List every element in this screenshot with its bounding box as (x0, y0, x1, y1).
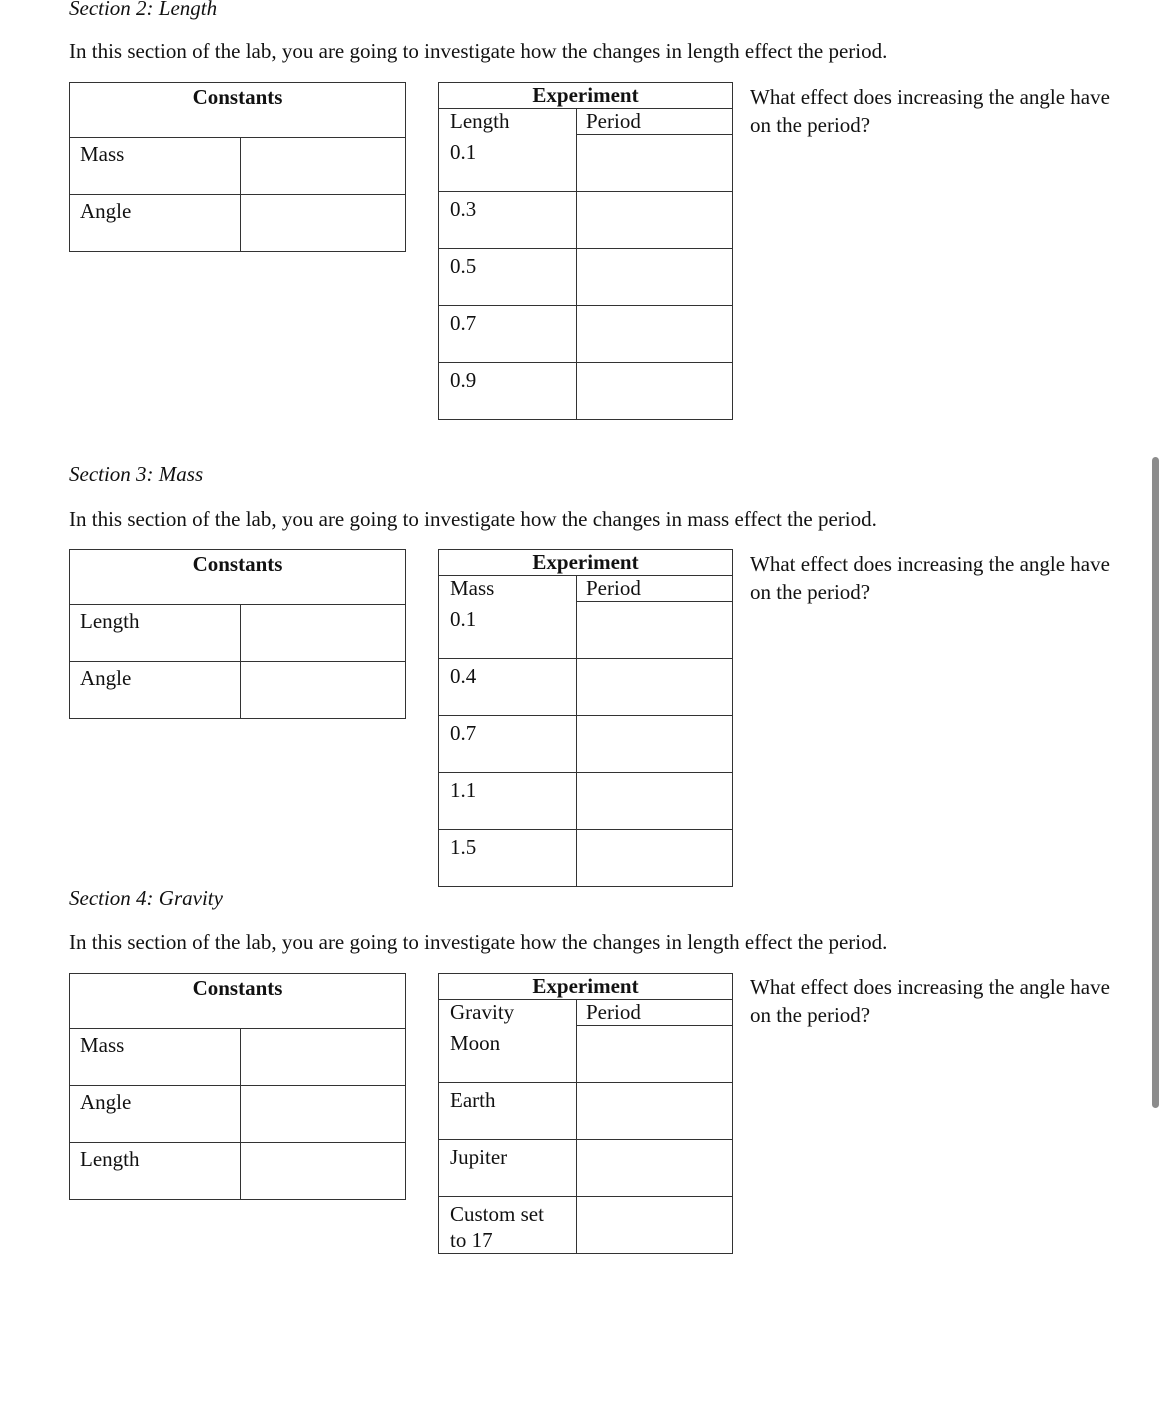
experiment-value: 0.4 (439, 658, 577, 715)
section-3-title: Section 3: Mass (69, 462, 204, 486)
experiment-value: 0.7 (439, 715, 577, 772)
constants-header: Constants (70, 83, 406, 138)
section-2-constants-table (69, 82, 406, 252)
section-2-intro: In this section of the lab, you are going to investigate how the changes in length effect the period. (69, 39, 888, 63)
period-cell[interactable] (577, 1026, 733, 1083)
experiment-header: Experiment (439, 83, 733, 109)
section-2-experiment-table (438, 82, 733, 420)
experiment-value: 1.5 (439, 829, 577, 886)
period-cell[interactable] (577, 1139, 733, 1196)
constant-label: Mass (70, 138, 241, 195)
period-cell[interactable] (577, 305, 733, 362)
period-cell[interactable] (577, 362, 733, 419)
experiment-value: Jupiter (439, 1139, 577, 1196)
constant-value-cell[interactable] (241, 662, 406, 719)
period-header: Period (577, 576, 733, 602)
variable-header: Gravity (439, 1000, 577, 1026)
experiment-header: Experiment (439, 550, 733, 576)
constant-value-cell[interactable] (241, 1029, 406, 1086)
section-3-intro: In this section of the lab, you are going to investigate how the changes in mass effect the period. (69, 507, 877, 531)
constant-value-cell[interactable] (241, 1143, 406, 1200)
constants-header: Constants (70, 974, 406, 1029)
experiment-value: 0.1 (439, 602, 577, 659)
period-header: Period (577, 1000, 733, 1026)
experiment-value: Custom set to 17 (439, 1196, 577, 1253)
constant-value-cell[interactable] (241, 1086, 406, 1143)
section-3-question: What effect does increasing the angle have on the period? (750, 552, 1110, 604)
section-4-intro: In this section of the lab, you are going to investigate how the changes in length effect the period. (69, 930, 888, 954)
period-cell[interactable] (577, 191, 733, 248)
constant-label: Length (70, 605, 241, 662)
experiment-header: Experiment (439, 974, 733, 1000)
experiment-value: 0.5 (439, 248, 577, 305)
constant-value-cell[interactable] (241, 195, 406, 252)
period-cell[interactable] (577, 1196, 733, 1253)
section-4-title: Section 4: Gravity (69, 886, 223, 910)
section-2-question: What effect does increasing the angle have on the period? (750, 85, 1110, 137)
period-cell[interactable] (577, 248, 733, 305)
variable-header: Length (439, 109, 577, 135)
constants-header: Constants (70, 550, 406, 605)
experiment-value: 0.3 (439, 191, 577, 248)
section-3-experiment-table (438, 549, 733, 887)
constant-value-cell[interactable] (241, 138, 406, 195)
section-4-experiment-table (438, 973, 733, 1254)
variable-header: Mass (439, 576, 577, 602)
period-cell[interactable] (577, 829, 733, 886)
section-3-constants-table (69, 549, 406, 719)
experiment-value: 0.1 (439, 135, 577, 192)
constant-value-cell[interactable] (241, 605, 406, 662)
constant-label: Mass (70, 1029, 241, 1086)
constant-label: Angle (70, 195, 241, 252)
section-4-question: What effect does increasing the angle have on the period? (750, 975, 1110, 1027)
experiment-value: 0.7 (439, 305, 577, 362)
period-cell[interactable] (577, 658, 733, 715)
experiment-value: Moon (439, 1026, 577, 1083)
period-cell[interactable] (577, 772, 733, 829)
experiment-value: 0.9 (439, 362, 577, 419)
period-cell[interactable] (577, 715, 733, 772)
period-cell[interactable] (577, 602, 733, 659)
vertical-scrollbar[interactable] (1152, 457, 1159, 1108)
constant-label: Angle (70, 1086, 241, 1143)
experiment-value: Earth (439, 1082, 577, 1139)
period-cell[interactable] (577, 1082, 733, 1139)
period-header: Period (577, 109, 733, 135)
section-2-title: Section 2: Length (69, 0, 218, 20)
period-cell[interactable] (577, 135, 733, 192)
constant-label: Angle (70, 662, 241, 719)
constant-label: Length (70, 1143, 241, 1200)
experiment-value: 1.1 (439, 772, 577, 829)
section-4-constants-table (69, 973, 406, 1200)
